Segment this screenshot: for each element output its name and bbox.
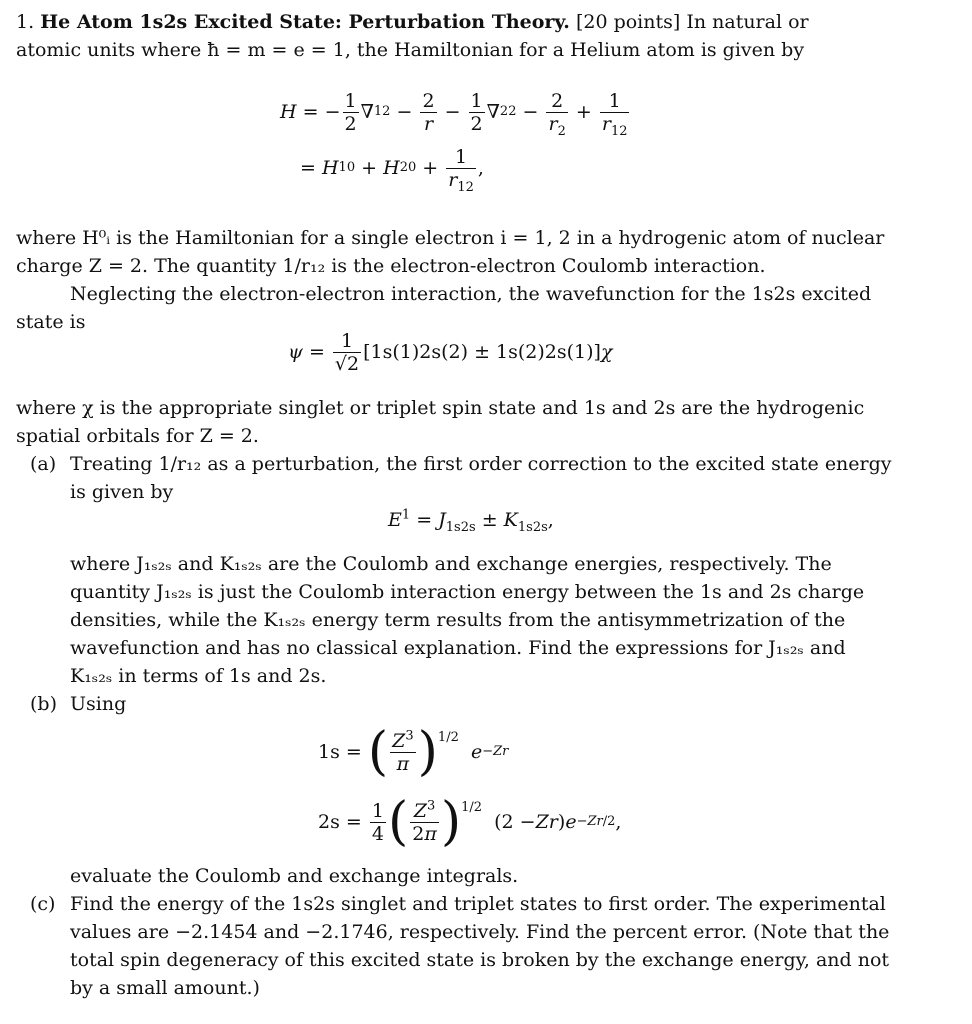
intro-line2: atomic units where ħ = m = e = 1, the Hamiltonian for a Helium atom is given by <box>16 39 805 61</box>
orbital-1s-equation: 1s = ( $Z^3$ π ) $^{1/2}$ e −Zr <box>318 722 509 782</box>
part-a-after4: wavefunction and has no classical explanation. Find the expressions for J₁ₛ₂ₛ and <box>70 637 846 659</box>
part-a-line2: is given by <box>70 481 174 503</box>
orbital-2s-equation: 2s = 1 4 ( $Z^3$ 2π ) $^{1/2}$ (2 − Zr ) e −Zr/2 , <box>318 792 622 852</box>
para-after-h-line1: where H⁰ᵢ is the Hamiltonian for a single electron i = 1, 2 in a hydrogenic atom of nuclear <box>16 227 885 249</box>
first-order-energy-equation: $E^1 = J_{1s2s} \pm K_{1s2s}$, <box>388 507 554 535</box>
problem-points: [20 points] <box>575 11 681 33</box>
para-after-psi-line2: spatial orbitals for Z = 2. <box>16 425 259 447</box>
para-after-h-line2: charge Z = 2. The quantity 1/r₁₂ is the electron-electron Coulomb interaction. <box>16 255 766 277</box>
part-a-after3: densities, while the K₁ₛ₂ₛ energy term results from the antisymmetrization of the <box>70 609 846 631</box>
wavefunction-equation: ψ = 1 √2 [1s(1)2s(2) ± 1s(2)2s(1)] χ <box>288 329 613 375</box>
part-c-line3: total spin degeneracy of this excited state is broken by the exchange energy, and not <box>70 949 890 971</box>
para-after-h-line4: state is <box>16 311 86 333</box>
part-a-after2: quantity J₁ₛ₂ₛ is just the Coulomb interaction energy between the 1s and 2s charge <box>70 581 865 603</box>
para-after-psi-line1: where χ is the appropriate singlet or triplet spin state and 1s and 2s are the hydrogenic <box>16 397 865 419</box>
part-b-label: (b) <box>30 693 57 715</box>
hamiltonian-equation: H = − 1 2 ∇ 1 2 − 2 r − 1 2 ∇ 2 2 − 2 $r_2$ + 1 $r_{12}$ = H 1 0 + H 2 0 + 1 $r_{12}$ , <box>280 89 628 195</box>
part-a-after5: K₁ₛ₂ₛ in terms of 1s and 2s. <box>70 665 327 687</box>
part-a-after1: where J₁ₛ₂ₛ and K₁ₛ₂ₛ are the Coulomb and exchange energies, respectively. The <box>70 553 832 575</box>
problem-title: He Atom 1s2s Excited State: Perturbation Theory. <box>40 11 570 33</box>
part-b-line1: Using <box>70 693 127 715</box>
part-b-after1: evaluate the Coulomb and exchange integrals. <box>70 865 519 887</box>
part-a-line1: Treating 1/r₁₂ as a perturbation, the first order correction to the excited state energy <box>70 453 892 475</box>
part-a-label: (a) <box>30 453 57 475</box>
part-c-label: (c) <box>30 893 56 915</box>
problem-header <box>16 8 896 36</box>
part-c-line1: Find the energy of the 1s2s singlet and triplet states to first order. The experimental <box>70 893 886 915</box>
part-c-line4: by a small amount.) <box>70 977 260 999</box>
para-after-h-line3: Neglecting the electron-electron interaction, the wavefunction for the 1s2s excited <box>70 283 872 305</box>
problem-number: 1. <box>16 11 35 33</box>
intro-line1: In natural or <box>686 11 809 33</box>
part-c-line2: values are −2.1454 and −2.1746, respectively. Find the percent error. (Note that the <box>70 921 890 943</box>
